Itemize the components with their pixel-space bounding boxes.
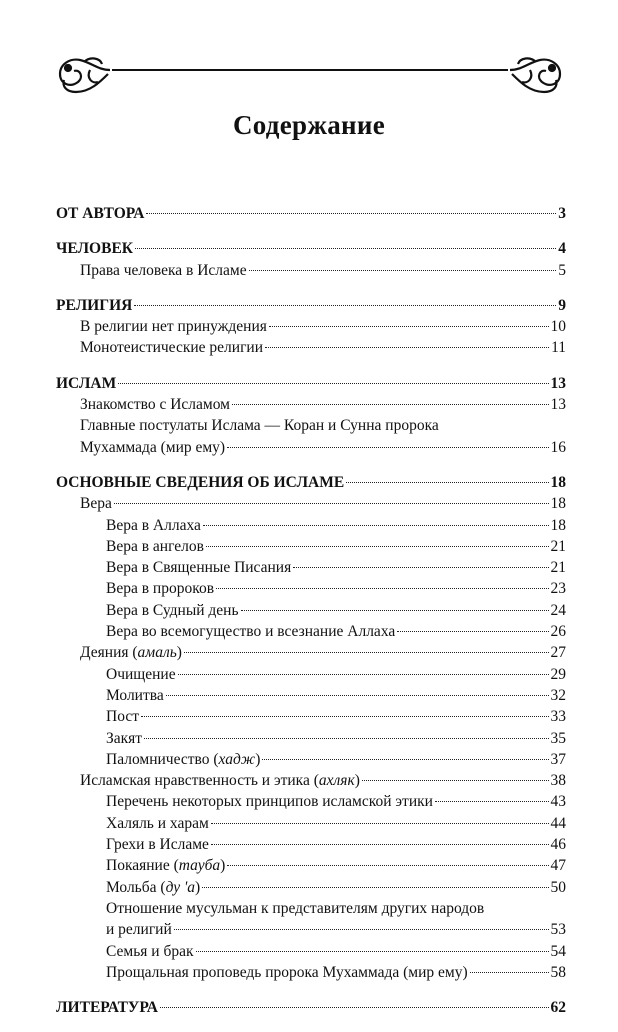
right-flourish-icon	[510, 58, 560, 92]
page-number: 50	[550, 878, 566, 896]
toc-entry-label: Молитва	[106, 686, 164, 704]
toc-entry-label: Очищение	[106, 665, 176, 683]
toc-entry[interactable]	[56, 642, 566, 663]
toc-entry-label: Главные постулаты Ислама — Коран и Сунна пророка	[80, 417, 439, 435]
toc-entry-label: В религии нет принуждения	[80, 318, 267, 336]
toc-entry-label: ОТ АВТОРА	[56, 205, 145, 222]
toc-entry-label: Знакомство с Исламом	[80, 396, 230, 414]
toc-entry[interactable]	[56, 600, 566, 621]
toc-entry[interactable]	[56, 855, 566, 876]
toc-entry-label: Халяль и харам	[106, 814, 209, 832]
toc-entry-label: Перечень некоторых принципов исламской этики	[106, 793, 433, 811]
page-number: 21	[550, 559, 566, 577]
page-number: 18	[550, 473, 566, 491]
toc-entry[interactable]	[56, 898, 566, 919]
toc-entry-label: ОСНОВНЫЕ СВЕДЕНИЯ ОБ ИСЛАМЕ	[56, 473, 345, 491]
toc-entry-label: Вера	[80, 495, 112, 513]
toc-entry-label: Мольба (ду 'а)	[106, 878, 201, 896]
dot-leader	[241, 610, 549, 611]
toc-entry-label: Отношение мусульман к представителям других народов	[106, 899, 485, 917]
page-number: 18	[550, 516, 566, 534]
dot-leader	[269, 326, 549, 327]
toc-entry[interactable]	[56, 664, 566, 685]
decorative-header	[50, 52, 570, 102]
page-number: 16	[550, 438, 566, 456]
toc-entry[interactable]	[56, 877, 566, 898]
toc-entry[interactable]	[56, 997, 566, 1018]
toc-entry-label: Прощальная проповедь пророка Мухаммада (мир ему)	[106, 963, 468, 981]
dot-leader	[141, 716, 549, 717]
toc-section	[56, 373, 566, 458]
page-number: 38	[550, 772, 566, 790]
dot-leader	[174, 929, 549, 930]
toc-entry-label: ИСЛАМ	[56, 374, 117, 392]
toc-section	[56, 238, 566, 281]
toc-entry-label: Права человека в Исламе	[80, 261, 247, 279]
table-of-contents	[56, 203, 566, 1032]
page-number: 46	[550, 836, 566, 854]
page-number: 26	[550, 623, 566, 641]
toc-entry[interactable]	[56, 919, 566, 940]
toc-entry[interactable]	[56, 373, 566, 394]
dot-leader	[362, 780, 549, 781]
left-flourish-icon	[60, 58, 110, 92]
toc-entry[interactable]	[56, 493, 566, 514]
toc-section	[56, 997, 566, 1018]
toc-entry[interactable]	[56, 515, 566, 536]
page-number: 11	[551, 339, 566, 357]
page-number: 32	[550, 686, 566, 704]
toc-entry-label: Закят	[106, 729, 143, 747]
page-number: 3	[558, 205, 566, 222]
dot-leader	[232, 404, 549, 405]
page-number: 29	[550, 665, 566, 683]
page-number: 35	[550, 729, 566, 747]
toc-entry[interactable]	[56, 295, 566, 316]
toc-entry[interactable]	[56, 770, 566, 791]
dot-leader	[435, 801, 549, 802]
page-number: 13	[550, 396, 566, 414]
page-number: 43	[550, 793, 566, 811]
dot-leader	[118, 383, 548, 384]
page-number: 13	[550, 374, 566, 392]
toc-entry[interactable]	[56, 203, 566, 224]
page-number: 23	[550, 580, 566, 598]
page-number: 21	[550, 537, 566, 555]
page-number: 47	[550, 857, 566, 875]
toc-entry[interactable]	[56, 834, 566, 855]
dot-leader	[216, 588, 548, 589]
toc-entry[interactable]	[56, 941, 566, 962]
toc-entry-label: ЛИТЕРАТУРА	[56, 999, 158, 1017]
dot-leader	[293, 567, 548, 568]
dot-leader	[206, 546, 549, 547]
toc-entry-label: Вера в ангелов	[106, 537, 204, 555]
dot-leader	[346, 482, 548, 483]
toc-entry-label: Вера в Аллаха	[106, 516, 201, 534]
toc-entry[interactable]	[56, 813, 566, 834]
toc-entry-label: и религий	[106, 921, 172, 939]
toc-entry[interactable]	[56, 578, 566, 599]
dot-leader	[265, 347, 549, 348]
dot-leader	[227, 447, 548, 448]
toc-entry[interactable]	[56, 394, 566, 415]
toc-entry-label: Вера в Судный день	[106, 601, 239, 619]
toc-entry[interactable]	[56, 706, 566, 727]
dot-leader	[227, 865, 548, 866]
toc-entry[interactable]	[56, 337, 566, 358]
toc-entry-label: Покаяние (тауба)	[106, 857, 226, 875]
ornament-rule	[50, 52, 570, 102]
toc-entry[interactable]	[56, 472, 566, 493]
page-number: 53	[550, 921, 566, 939]
toc-entry[interactable]	[56, 238, 566, 259]
toc-entry[interactable]	[56, 415, 566, 436]
page-number: 44	[550, 814, 566, 832]
toc-entry-label: РЕЛИГИЯ	[56, 296, 133, 314]
page-number: 9	[558, 296, 566, 314]
toc-entry-label: Деяния (амаль)	[80, 644, 182, 662]
page-number: 33	[550, 708, 566, 726]
toc-entry[interactable]	[56, 437, 566, 458]
toc-entry[interactable]	[56, 791, 566, 812]
toc-entry[interactable]	[56, 685, 566, 706]
dot-leader	[114, 503, 549, 504]
dot-leader	[203, 525, 549, 526]
toc-entry[interactable]	[56, 316, 566, 337]
toc-section	[56, 472, 566, 983]
dot-leader	[470, 972, 549, 973]
toc-entry[interactable]	[56, 557, 566, 578]
toc-entry-label: Монотеистические религии	[80, 339, 264, 357]
page-number: 10	[550, 318, 566, 336]
toc-entry-label: Вера в Священные Писания	[106, 559, 292, 577]
dot-leader	[184, 652, 549, 653]
dot-leader	[249, 270, 557, 271]
toc-entry-label: Вера во всемогущество и всезнание Аллаха	[106, 623, 396, 641]
toc-entry-label: Пост	[106, 708, 139, 726]
page-number: 54	[550, 942, 566, 960]
toc-section	[56, 203, 566, 224]
dot-leader	[211, 844, 549, 845]
page-number: 4	[558, 240, 566, 258]
page-title: Содержание	[232, 110, 386, 140]
toc-section	[56, 295, 566, 359]
page-number: 18	[550, 495, 566, 513]
toc-entry[interactable]	[56, 621, 566, 642]
toc-entry-label: Мухаммада (мир ему)	[80, 438, 226, 456]
toc-entry[interactable]	[56, 749, 566, 770]
dot-leader	[178, 674, 549, 675]
toc-entry-label: Паломничество (хадж)	[106, 750, 261, 768]
toc-entry[interactable]	[56, 260, 566, 281]
page-number: 5	[558, 261, 566, 279]
dot-leader	[196, 951, 549, 952]
dot-leader	[166, 695, 549, 696]
page-number: 37	[550, 750, 566, 768]
toc-entry[interactable]	[56, 536, 566, 557]
dot-leader	[262, 759, 548, 760]
dot-leader	[211, 823, 549, 824]
toc-entry[interactable]	[56, 962, 566, 983]
page-number: 27	[550, 644, 566, 662]
toc-entry-label: Грехи в Исламе	[106, 836, 209, 854]
toc-entry-label: Вера в пророков	[106, 580, 215, 598]
dot-leader	[144, 738, 548, 739]
dot-leader	[202, 887, 548, 888]
toc-entry-label: Семья и брак	[106, 942, 194, 960]
toc-entry[interactable]	[56, 728, 566, 749]
dot-leader	[146, 213, 556, 214]
dot-leader	[134, 305, 556, 306]
page-number: 58	[550, 963, 566, 981]
dot-leader	[160, 1007, 549, 1008]
page-number: 62	[550, 999, 566, 1017]
dot-leader	[397, 631, 548, 632]
dot-leader	[135, 248, 556, 249]
page-number: 24	[550, 601, 566, 619]
toc-entry-label: ЧЕЛОВЕК	[56, 240, 134, 258]
toc-entry-label: Исламская нравственность и этика (ахляк)	[80, 772, 360, 790]
